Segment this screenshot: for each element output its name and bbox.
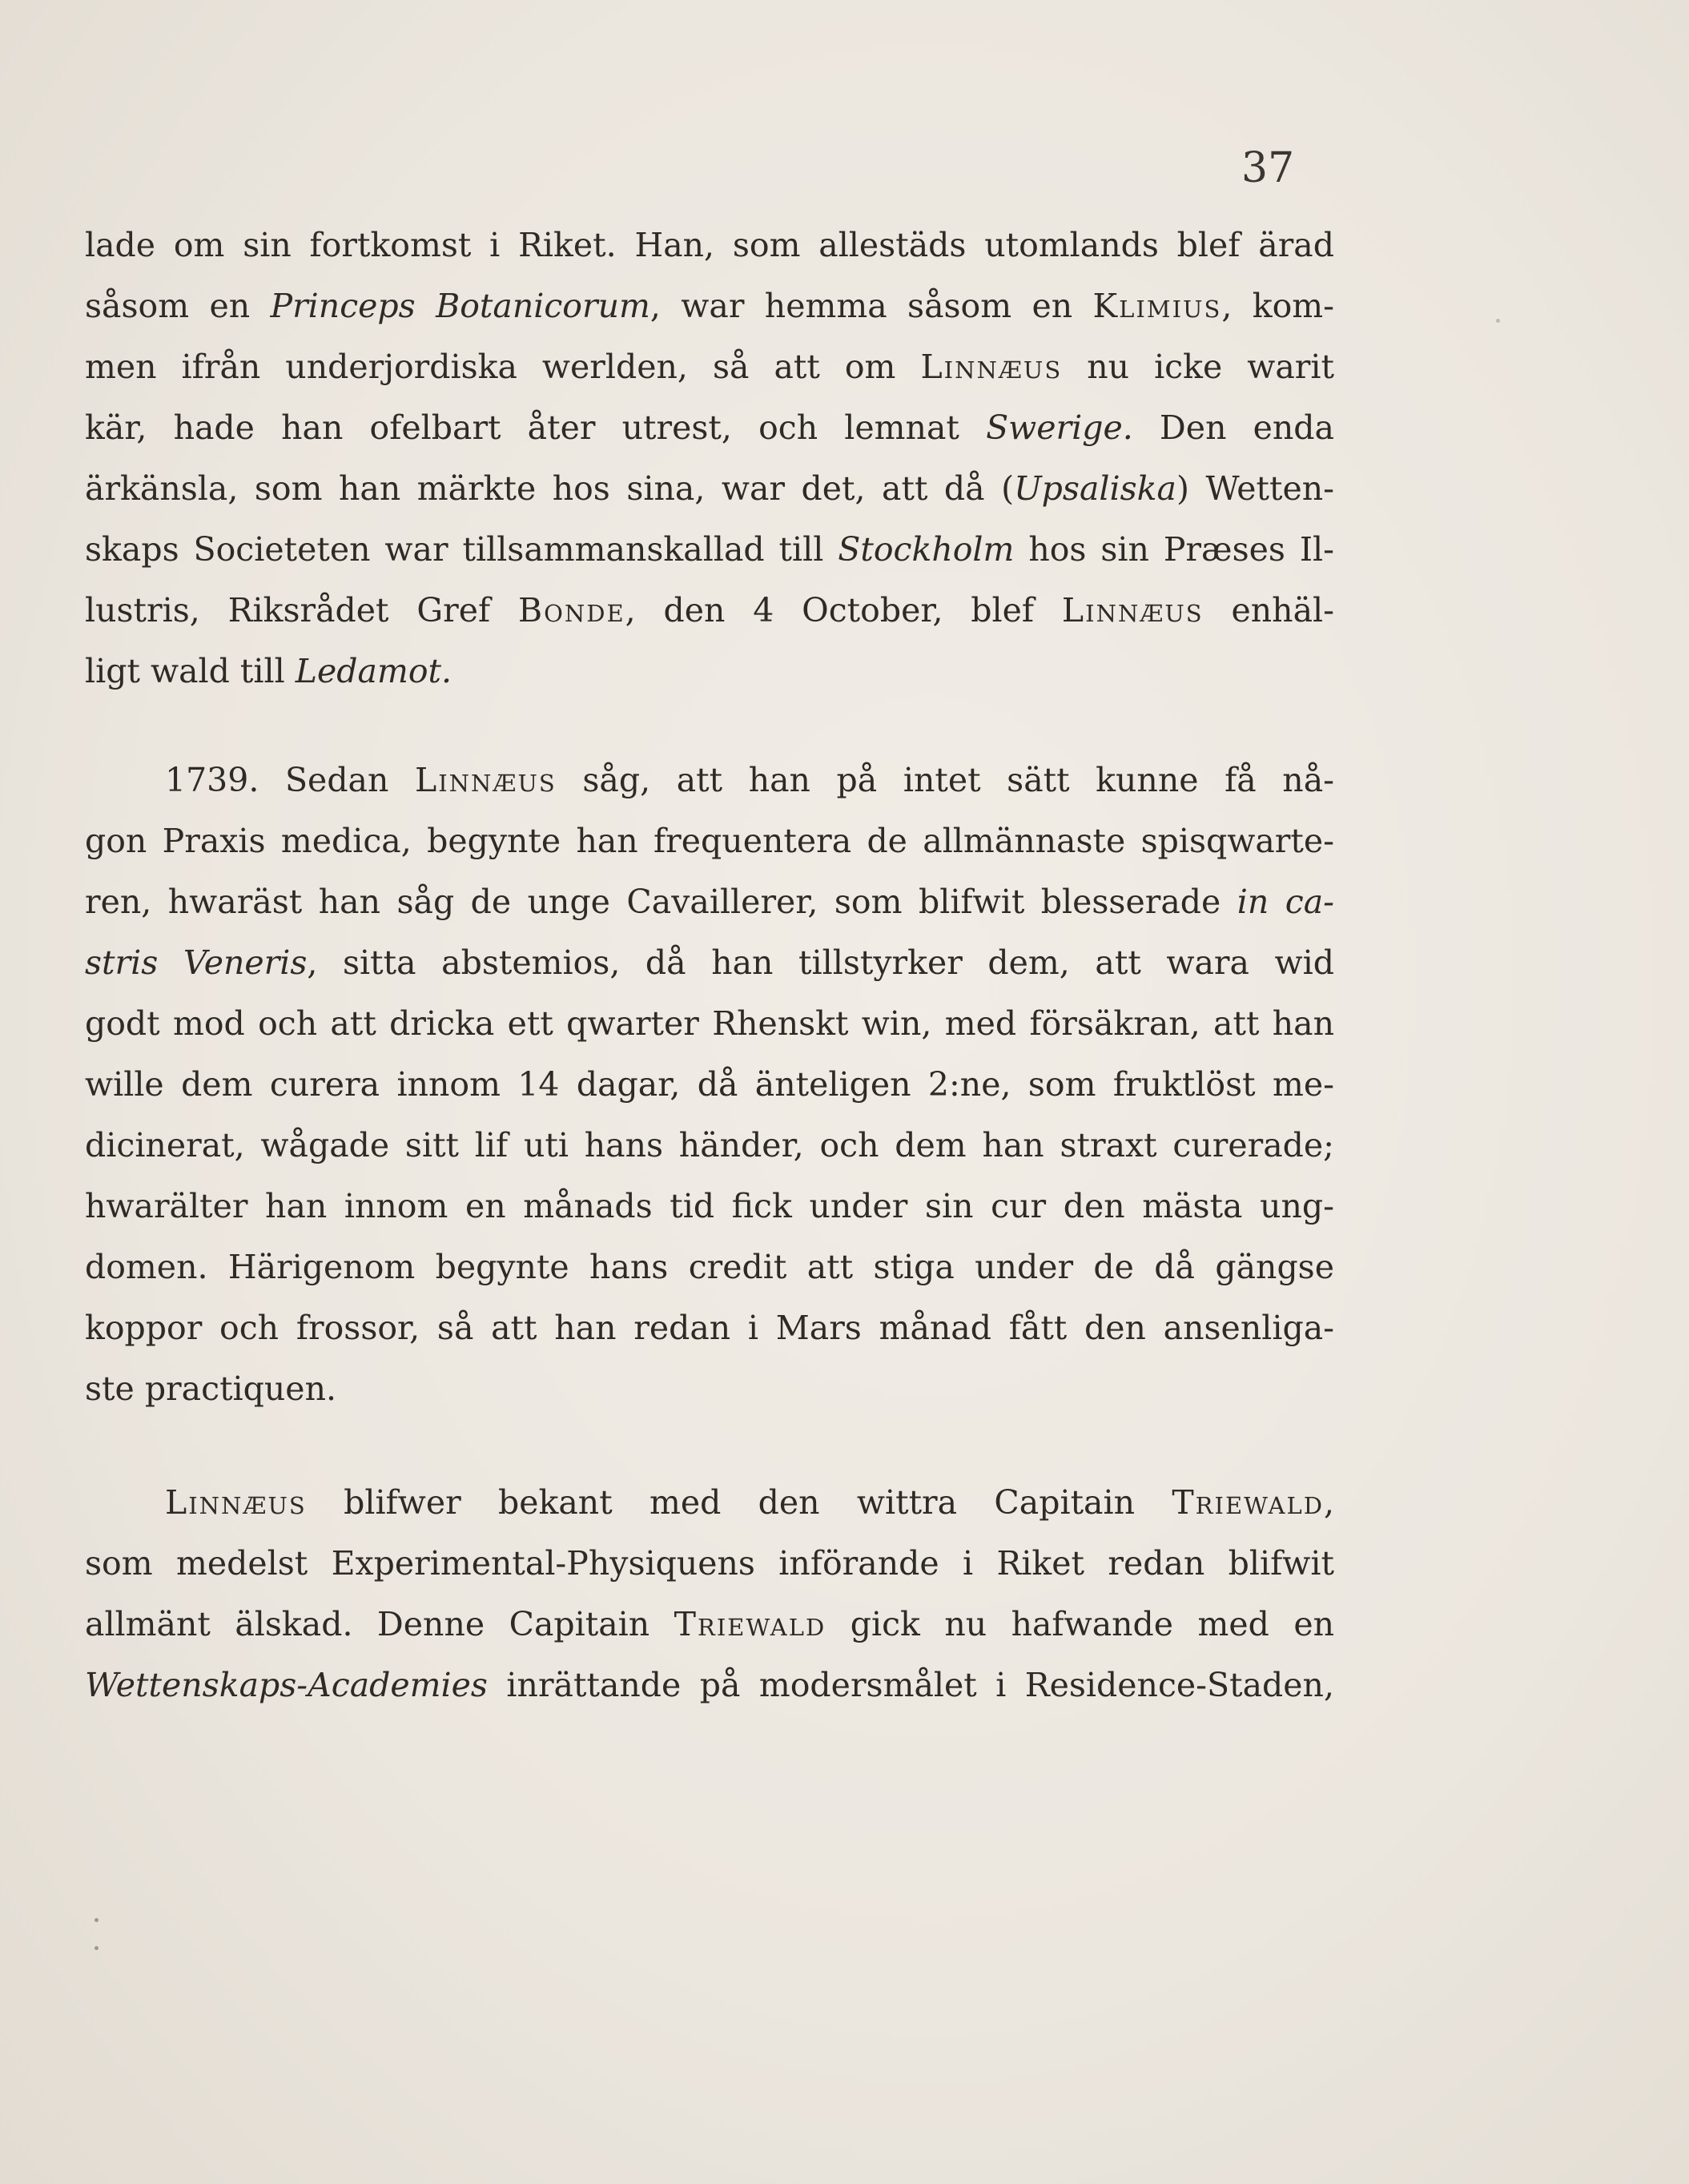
text-run: Den enda <box>1132 408 1334 447</box>
italic-text-run: stris Veneris <box>85 943 308 982</box>
text-line <box>85 1309 1334 1347</box>
smallcaps-text-run: Bonde <box>517 591 625 629</box>
page-number: 37 <box>1241 144 1295 192</box>
text-run: hos sin Præses Il- <box>1014 530 1334 569</box>
text-run: skaps Societeten war tillsammanskallad till <box>85 530 838 569</box>
text-line <box>85 822 1334 860</box>
text-run: dicinerat, wågade sitt lif uti hans händer, och dem han straxt curerade; <box>85 1126 1334 1164</box>
smallcaps-text-run: Linnæus <box>920 348 1063 386</box>
text-run: , den 4 October, blef <box>625 591 1062 629</box>
text-run: gick nu hafwande med en <box>826 1605 1334 1643</box>
text-run: , kom- <box>1221 287 1335 325</box>
text-run: ligt wald till <box>85 652 296 690</box>
text-run: allmänt älskad. Denne Capitain <box>85 1605 674 1643</box>
text-run: , sitta abstemios, då han tillstyrker dem, att wara wid <box>307 943 1334 982</box>
text-run: wille dem curera innom 14 dagar, då änteligen 2:ne, som fruktlöst me- <box>85 1065 1334 1104</box>
text-run: såsom en <box>85 287 271 325</box>
text-line <box>85 1666 1334 1704</box>
text-line <box>85 348 1334 386</box>
italic-text-run: in ca- <box>1237 883 1334 921</box>
text-line <box>85 408 1334 447</box>
text-run: nu icke warit <box>1062 348 1334 386</box>
text-line <box>85 591 1334 629</box>
text-run: såg, att han på intet sätt kunne få nå- <box>556 761 1334 799</box>
text-run: enhäl- <box>1203 591 1334 629</box>
text-run: gon Praxis medica, begynte han frequentera de allmännaste spisqwarte- <box>85 822 1334 860</box>
smallcaps-text-run: Linnæus <box>1061 591 1204 629</box>
smallcaps-text-run: Triewald <box>674 1605 826 1643</box>
smallcaps-text-run: Klimius <box>1092 287 1222 325</box>
text-line <box>85 1605 1334 1643</box>
text-run: ärkänsla, som han märkte hos sina, war det, att då ( <box>85 469 1015 508</box>
text-run: domen. Härigenom begynte hans credit att stiga under de då gängse <box>85 1248 1334 1286</box>
text-line <box>85 1370 1334 1408</box>
italic-text-run: Swerige. <box>986 408 1133 447</box>
text-line <box>85 1004 1334 1043</box>
text-line <box>85 469 1334 508</box>
text-run: koppor och frossor, så att han redan i Mars månad fått den ansenliga- <box>85 1309 1334 1347</box>
smallcaps-text-run: Triewald <box>1172 1483 1324 1522</box>
italic-text-run: Wettenskaps-Academies <box>85 1666 488 1704</box>
text-run: , war hemma såsom en <box>649 287 1093 325</box>
text-line <box>85 287 1334 325</box>
italic-text-run: Princeps Botanicorum <box>270 287 650 325</box>
text-run: som medelst Experimental-Physiquens införande i Riket redan blifwit <box>85 1544 1334 1583</box>
text-run: 1739. Sedan <box>165 761 415 799</box>
smallcaps-text-run: Linnæus <box>415 761 557 799</box>
text-line <box>85 1248 1334 1286</box>
text-run: men ifrån underjordiska werlden, så att om <box>85 348 921 386</box>
text-run: kär, hade han ofelbart åter utrest, och lemnat <box>85 408 987 447</box>
text-line <box>85 530 1334 569</box>
text-line <box>85 883 1334 921</box>
text-line <box>85 1065 1334 1104</box>
text-run: ) Wetten- <box>1176 469 1334 508</box>
text-run: ren, hwaräst han såg de unge Cavaillerer, som blifwit blesserade <box>85 883 1237 921</box>
italic-text-run: Stockholm <box>838 530 1015 569</box>
smallcaps-text-run: Linnæus <box>165 1483 307 1522</box>
ink-speck <box>95 1946 99 1950</box>
text-run: ste practiquen. <box>85 1370 337 1408</box>
ink-speck <box>95 1918 99 1922</box>
text-run: lade om sin fortkomst i Riket. Han, som allestäds utomlands blef ärad <box>85 226 1334 264</box>
text-run: hwarälter han innom en månads tid fick under sin cur den mästa ung- <box>85 1187 1334 1225</box>
text-line <box>85 1126 1334 1164</box>
text-line <box>85 761 1334 799</box>
italic-text-run: Ledamot. <box>295 652 452 690</box>
italic-text-run: Upsaliska <box>1014 469 1176 508</box>
text-run: godt mod och att dricka ett qwarter Rhenskt win, med försäkran, att han <box>85 1004 1334 1043</box>
text-line <box>85 652 1334 690</box>
text-line <box>85 1544 1334 1583</box>
text-run: inrättande på modersmålet i Residence-Staden, <box>487 1666 1334 1704</box>
text-run: lustris, Riksrådet Gref <box>85 591 518 629</box>
text-run: , <box>1323 1483 1334 1522</box>
text-line <box>85 1483 1334 1522</box>
text-line <box>85 1187 1334 1225</box>
text-run: blifwer bekant med den wittra Capitain <box>306 1483 1172 1522</box>
text-line <box>85 943 1334 982</box>
text-line <box>85 226 1334 264</box>
ink-speck <box>1496 319 1500 323</box>
